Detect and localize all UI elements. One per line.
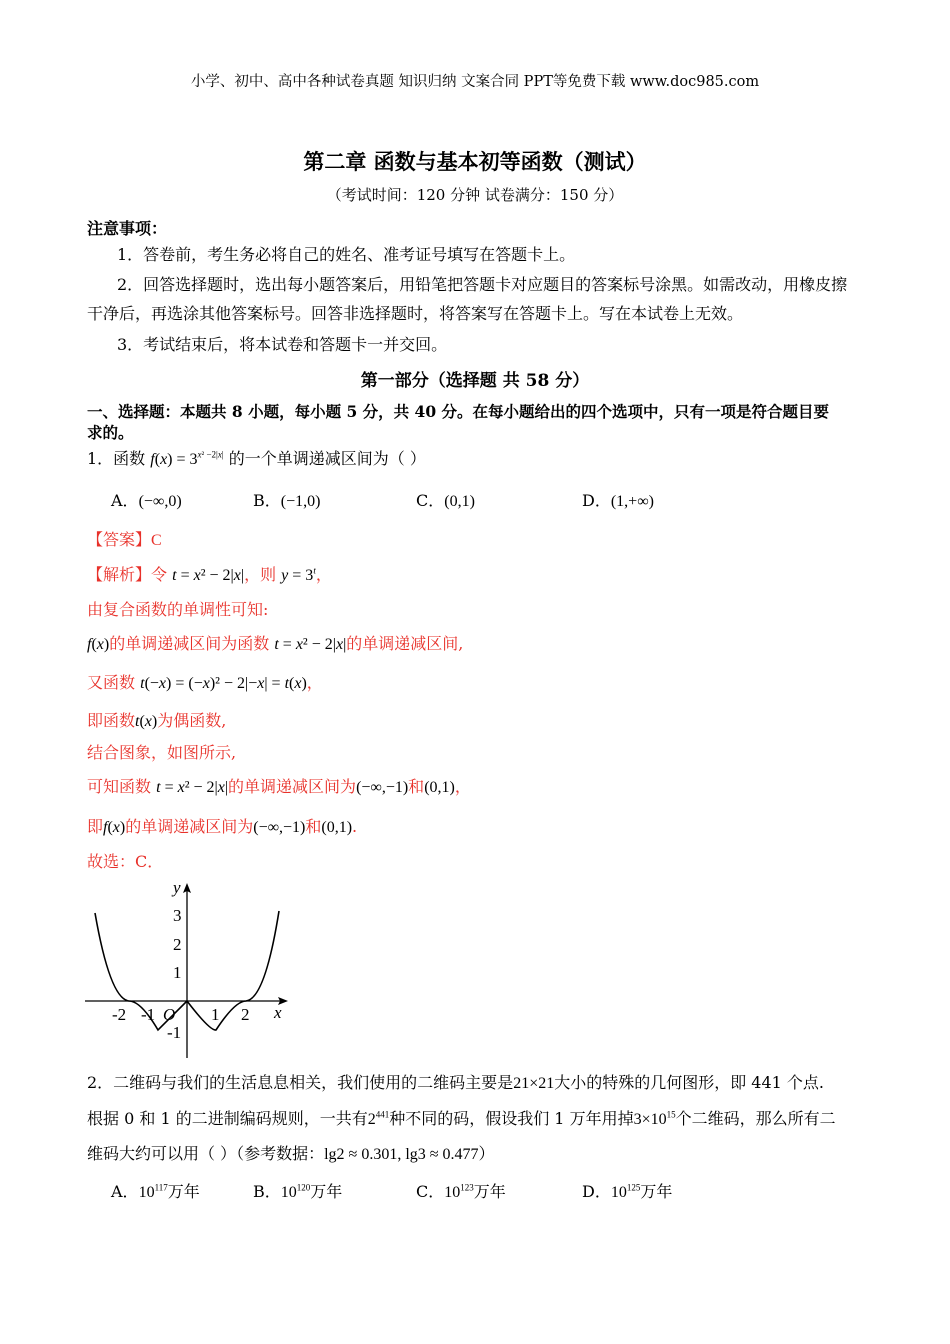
q1-analysis-line-9: 故选：C．	[87, 852, 164, 871]
part-title: 第一部分（选择题 共 58 分）	[360, 371, 590, 391]
page-header: 小学、初中、高中各种试卷真题 知识归纳 文案合同 PPT等免费下载 www.doc985.com	[190, 74, 760, 90]
notice-3: 3．考试结束后，将本试卷和答题卡一并交回。	[117, 335, 448, 354]
x-tick-2: 2	[241, 1005, 250, 1024]
q1-formula: f	[150, 451, 155, 468]
notice-1: 1．答卷前，考生务必将自己的姓名、准考证号填写在答题卡上。	[117, 245, 576, 264]
q2-option-c: C．$10^{123}$万年	[416, 1182, 506, 1201]
page-title: 第二章 函数与基本初等函数（测试）	[303, 149, 647, 174]
x-tick-neg1: -1	[141, 1005, 156, 1024]
q1-answer: 【答案】C	[87, 530, 162, 549]
q2-option-d: D．$10^{125}$万年	[582, 1182, 673, 1201]
section-intro: 一、选择题：本题共 8 小题，每小题 5 分，共 40 分。在每小题给出的四个选项中，只有一项是符合题目要	[87, 402, 830, 421]
question-2-line-2: 根据 0 和 1 的二进制编码规则，一共有$2^{441}$种不同的码，假设我们 1 万年用掉$3\times 10^{15}$个二维码，那么所有二	[87, 1109, 836, 1128]
section-intro-cont: 求的。	[87, 423, 134, 442]
notice-2: 2．回答选择题时，选出每小题答案后，用铅笔把答题卡对应题目的答案标号涂黑。如需改动，用橡皮擦干净后，再选涂其他答案标号。回答非选择题时，将答案写在答题卡上。写在本试卷上无效。	[87, 275, 848, 323]
q1-option-d: D．(1,+∞)	[582, 491, 654, 510]
q1-analysis-line-6: 结合图象，如图所示,	[87, 743, 237, 762]
x-axis-label: x	[274, 1003, 282, 1022]
x-tick-1: 1	[211, 1005, 220, 1024]
q1-option-a: A．(−∞,0)	[111, 491, 182, 510]
q1-option-b: B．(−1,0)	[253, 491, 321, 510]
question-2-line-3: 维码大约可以用（ ）（参考数据：lg2 ≈ 0.301, lg3 ≈ 0.477）	[87, 1144, 495, 1163]
question-2-line-1: 2．二维码与我们的生活息息相关，我们使用的二维码主要是21×21大小的特殊的几何图形，即 441 个点.	[87, 1073, 825, 1092]
q1-analysis-line-7: 可知函数 t = x² − 2|x|的单调递减区间为(−∞,−1)和(0,1)，	[87, 777, 471, 796]
question-1: 1．函数 $f(x) = 3^{x^2 -2|x|}$ 的一个单调递减区间为（ ）	[87, 449, 426, 468]
q1-analysis-line-1: 【解析】令 t = x² − 2|x|，则 $y = 3^t$，	[87, 565, 332, 584]
q1-option-c: C．(0,1)	[416, 491, 475, 510]
q1-analysis-line-3: f(x)的单调递减区间为函数 t = x² − 2|x|的单调递减区间,	[87, 634, 464, 653]
q1-analysis-line-5: 即函数t(x)为偶函数,	[87, 711, 227, 730]
q1-suffix: 的一个单调递减区间为（ ）	[228, 449, 426, 468]
origin-label: O	[163, 1005, 176, 1024]
y-tick-neg1: -1	[167, 1023, 182, 1042]
q2-option-b: B．$10^{120}$万年	[253, 1182, 343, 1201]
y-axis-label: y	[173, 878, 181, 897]
q2-option-a: A．$10^{117}$万年	[111, 1182, 200, 1201]
y-tick-1: 1	[173, 963, 182, 982]
q1-prefix: 1．函数	[87, 449, 146, 468]
y-tick-2: 2	[173, 935, 182, 954]
function-graph	[85, 875, 295, 1060]
notice-heading: 注意事项：	[87, 219, 168, 238]
y-tick-3: 3	[173, 906, 182, 925]
exam-info: （考试时间：120 分钟 试卷满分：150 分）	[326, 186, 624, 204]
q1-analysis-line-8: 即f(x)的单调递减区间为(−∞,−1)和(0,1).	[87, 817, 358, 836]
q1-analysis-line-2: 由复合函数的单调性可知:	[87, 600, 269, 619]
x-tick-neg2: -2	[112, 1005, 127, 1024]
q1-analysis-line-4: 又函数 t(−x) = (−x)² − 2|−x| = t(x)，	[87, 673, 323, 692]
